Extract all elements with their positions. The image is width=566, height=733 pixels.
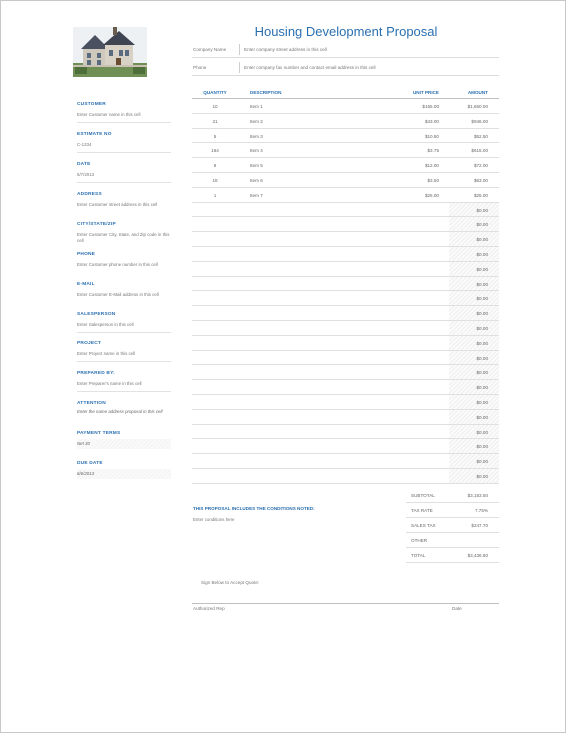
amount-cell: $63.00 <box>473 177 488 183</box>
description-cell[interactable]: Item 5 <box>250 163 263 169</box>
table-row <box>192 425 499 440</box>
subtotal-row <box>406 488 499 503</box>
field-value[interactable]: Enter Customer phone number in this cell <box>77 262 158 267</box>
amount-cell-shading <box>449 365 499 379</box>
amount-cell-shading <box>449 439 499 453</box>
table-body <box>192 99 499 484</box>
amount-cell-shading <box>449 380 499 394</box>
total-label: SALES TAX <box>411 523 436 528</box>
conditions-heading: THIS PROPOSAL INCLUDES THE CONDITIONS NOTED: <box>193 506 315 511</box>
amount-cell: $1,650.00 <box>467 104 488 109</box>
conditions-value[interactable]: Enter conditions here <box>193 517 235 522</box>
page-title: Housing Development Proposal <box>254 24 438 39</box>
description-cell[interactable]: Item 7 <box>250 192 263 198</box>
field-label: PAYMENT TERMS <box>77 431 121 436</box>
signature-line <box>192 603 499 604</box>
amount-cell: $0.00 <box>476 429 488 435</box>
company-phone-value[interactable]: Enter company fax number and contact email address in this cell <box>244 65 376 70</box>
field-value[interactable]: Enter Customer City, State, and Zip code in this cell <box>77 232 170 243</box>
divider <box>77 122 171 123</box>
table-row <box>192 217 499 232</box>
table-header <box>192 87 499 99</box>
field-label: ATTENTION <box>77 401 106 406</box>
salesperson-field <box>77 312 171 333</box>
unit-price-cell[interactable]: $25.00 <box>424 192 439 198</box>
amount-cell-shading <box>449 336 499 350</box>
table-row <box>192 173 499 188</box>
amount-cell: $0.00 <box>476 414 488 420</box>
divider <box>77 152 171 153</box>
table-row <box>192 454 499 469</box>
field-value[interactable]: Enter Preparer's name in this cell <box>77 381 142 386</box>
table-row <box>192 247 499 262</box>
total-value[interactable]: 7.75% <box>474 508 488 513</box>
unit-price-cell[interactable]: $10.50 <box>424 133 439 139</box>
project-field <box>77 341 171 362</box>
date-field <box>77 162 171 183</box>
divider <box>77 182 171 183</box>
field-value[interactable]: Enter Salesperson in this cell <box>77 322 134 327</box>
unit-price-cell[interactable]: $3.75 <box>427 148 439 154</box>
column-header-amount: AMOUNT <box>467 90 488 95</box>
field-value[interactable]: Net 30 <box>77 439 171 449</box>
table-row <box>192 306 499 321</box>
quantity-cell[interactable]: 1 <box>213 192 217 198</box>
line-items-table <box>192 87 499 484</box>
divider <box>77 391 171 392</box>
quantity-cell[interactable]: 18 <box>212 177 218 183</box>
field-value[interactable]: Enter Customer E-Mail address in this cell <box>77 292 159 297</box>
amount-cell-shading <box>449 454 499 468</box>
column-header-unit-price: UNIT PRICE <box>412 90 439 95</box>
field-label: CITY/STATE/ZIP <box>77 222 116 227</box>
amount-cell: $72.00 <box>473 163 488 169</box>
customer-field <box>77 102 171 123</box>
field-value[interactable]: Enter the name address proposal in this cell <box>77 409 163 414</box>
amount-cell-shading <box>449 203 499 217</box>
amount-cell: $0.00 <box>476 222 488 228</box>
amount-cell: $0.00 <box>476 385 488 391</box>
unit-price-cell[interactable]: $165.00 <box>422 104 439 109</box>
column-header-description: DESCRIPTION <box>250 90 282 95</box>
unit-price-cell[interactable]: $12.00 <box>424 163 439 169</box>
due-date-field <box>77 461 171 479</box>
amount-cell: $0.00 <box>476 281 488 287</box>
description-cell[interactable]: Item 6 <box>250 177 263 183</box>
table-row <box>192 291 499 306</box>
field-label: CUSTOMER <box>77 102 106 107</box>
estimate-no-field <box>77 132 171 153</box>
city-state-zip-field <box>77 222 171 244</box>
total-label: SUBTOTAL <box>411 493 435 498</box>
other-row <box>406 533 499 548</box>
payment-terms-field <box>77 431 171 449</box>
company-phone-label: Phone <box>193 65 207 70</box>
amount-cell: $0.00 <box>476 370 488 376</box>
field-label: ESTIMATE NO <box>77 132 112 137</box>
quantity-cell[interactable]: 6 <box>213 163 217 169</box>
field-label: ADDRESS <box>77 192 102 197</box>
amount-cell-shading <box>449 306 499 320</box>
address-field <box>77 192 171 208</box>
table-row <box>192 469 499 484</box>
attention-field <box>77 401 171 415</box>
total-value: $247.70 <box>471 523 488 528</box>
table-row <box>192 129 499 144</box>
table-row <box>192 351 499 366</box>
quantity-cell[interactable]: 21 <box>212 118 218 124</box>
field-label: E-MAIL <box>77 282 95 287</box>
unit-price-cell[interactable]: $3.50 <box>427 177 439 183</box>
divider <box>239 62 240 73</box>
field-value[interactable]: Enter Customer name in this cell <box>77 112 141 117</box>
company-name-value[interactable]: Enter company street address in this cell <box>244 47 327 52</box>
table-row <box>192 439 499 454</box>
amount-cell: $0.00 <box>476 355 488 361</box>
column-header-quantity: QUANTITY <box>203 90 227 95</box>
amount-cell-shading <box>449 410 499 424</box>
company-phone-row <box>192 60 499 76</box>
field-label: PHONE <box>77 252 96 257</box>
table-row <box>192 232 499 247</box>
unit-price-cell[interactable]: $43.00 <box>424 118 439 124</box>
phone-field <box>77 252 171 268</box>
amount-cell: $0.00 <box>476 325 488 331</box>
authorized-rep-label: Authorized Rep <box>193 606 225 611</box>
total-label: OTHER <box>411 538 428 543</box>
quantity-cell[interactable]: 164 <box>211 148 219 154</box>
amount-cell-shading <box>449 232 499 246</box>
amount-cell: $0.00 <box>476 207 488 213</box>
amount-cell-shading <box>449 321 499 335</box>
total-value: $3,436.80 <box>467 553 488 558</box>
total-row <box>406 548 499 563</box>
amount-cell-shading <box>449 469 499 483</box>
description-cell[interactable]: Item 3 <box>250 133 263 139</box>
table-row <box>192 188 499 203</box>
quantity-cell[interactable]: 10 <box>212 104 218 109</box>
table-row <box>192 380 499 395</box>
signature-note: Sign Below to Accept Quote: <box>201 580 260 585</box>
table-row <box>192 365 499 380</box>
table-row <box>192 277 499 292</box>
table-row <box>192 203 499 218</box>
divider <box>239 44 240 55</box>
total-value: $3,183.50 <box>467 493 488 498</box>
field-value[interactable]: 6/6/2013 <box>77 469 171 479</box>
amount-cell: $25.00 <box>473 192 488 198</box>
field-label: PROJECT <box>77 341 102 346</box>
total-label: TAX RATE <box>411 508 433 513</box>
tax-rate-row <box>406 503 499 518</box>
amount-cell-shading <box>449 217 499 231</box>
amount-cell-shading <box>449 395 499 409</box>
email-field <box>77 282 171 298</box>
field-value[interactable]: Enter Project name in this cell <box>77 351 136 356</box>
field-value[interactable]: C-1234 <box>77 142 92 147</box>
company-name-row <box>192 42 499 58</box>
table-row <box>192 143 499 158</box>
table-row <box>192 410 499 425</box>
divider <box>77 332 171 333</box>
table-row <box>192 321 499 336</box>
field-label: SALESPERSON <box>77 312 116 317</box>
field-label: PREPARED BY: <box>77 371 115 376</box>
table-row <box>192 158 499 173</box>
description-cell[interactable]: Item 1 <box>250 104 263 109</box>
house-image <box>73 27 147 77</box>
amount-cell-shading <box>449 351 499 365</box>
table-row <box>192 262 499 277</box>
amount-cell: $0.00 <box>476 266 488 272</box>
amount-cell: $0.00 <box>476 444 488 450</box>
amount-cell: $0.00 <box>476 237 488 243</box>
amount-cell: $0.00 <box>476 459 488 465</box>
field-label: DATE <box>77 162 91 167</box>
date-label: Date <box>452 606 462 611</box>
amount-cell: $0.00 <box>476 296 488 302</box>
description-cell[interactable]: Item 2 <box>250 118 263 124</box>
amount-cell: $615.00 <box>471 148 488 154</box>
amount-cell: $52.50 <box>473 133 488 139</box>
table-row <box>192 99 499 114</box>
table-row <box>192 336 499 351</box>
amount-cell: $0.00 <box>476 399 488 405</box>
amount-cell: $946.00 <box>471 118 488 124</box>
table-row <box>192 395 499 410</box>
field-value[interactable]: Enter Customer street address in this cell <box>77 202 158 207</box>
table-row <box>192 114 499 129</box>
quantity-cell[interactable]: 5 <box>213 133 217 139</box>
prepared-by-field <box>77 371 171 392</box>
amount-cell: $0.00 <box>476 311 488 317</box>
amount-cell-shading <box>449 425 499 439</box>
description-cell[interactable]: Item 4 <box>250 148 263 154</box>
amount-cell: $0.00 <box>476 251 488 257</box>
company-name-label: Company Name <box>193 47 227 52</box>
total-label: TOTAL <box>411 553 426 558</box>
amount-cell: $0.00 <box>476 473 488 479</box>
amount-cell: $0.00 <box>476 340 488 346</box>
amount-cell-shading <box>449 262 499 276</box>
field-value[interactable]: 5/7/2013 <box>77 172 95 177</box>
sales-tax-row <box>406 518 499 533</box>
amount-cell-shading <box>449 291 499 305</box>
totals-block <box>406 488 499 563</box>
field-label: DUE DATE <box>77 461 103 466</box>
amount-cell-shading <box>449 247 499 261</box>
amount-cell-shading <box>449 277 499 291</box>
divider <box>77 361 171 362</box>
